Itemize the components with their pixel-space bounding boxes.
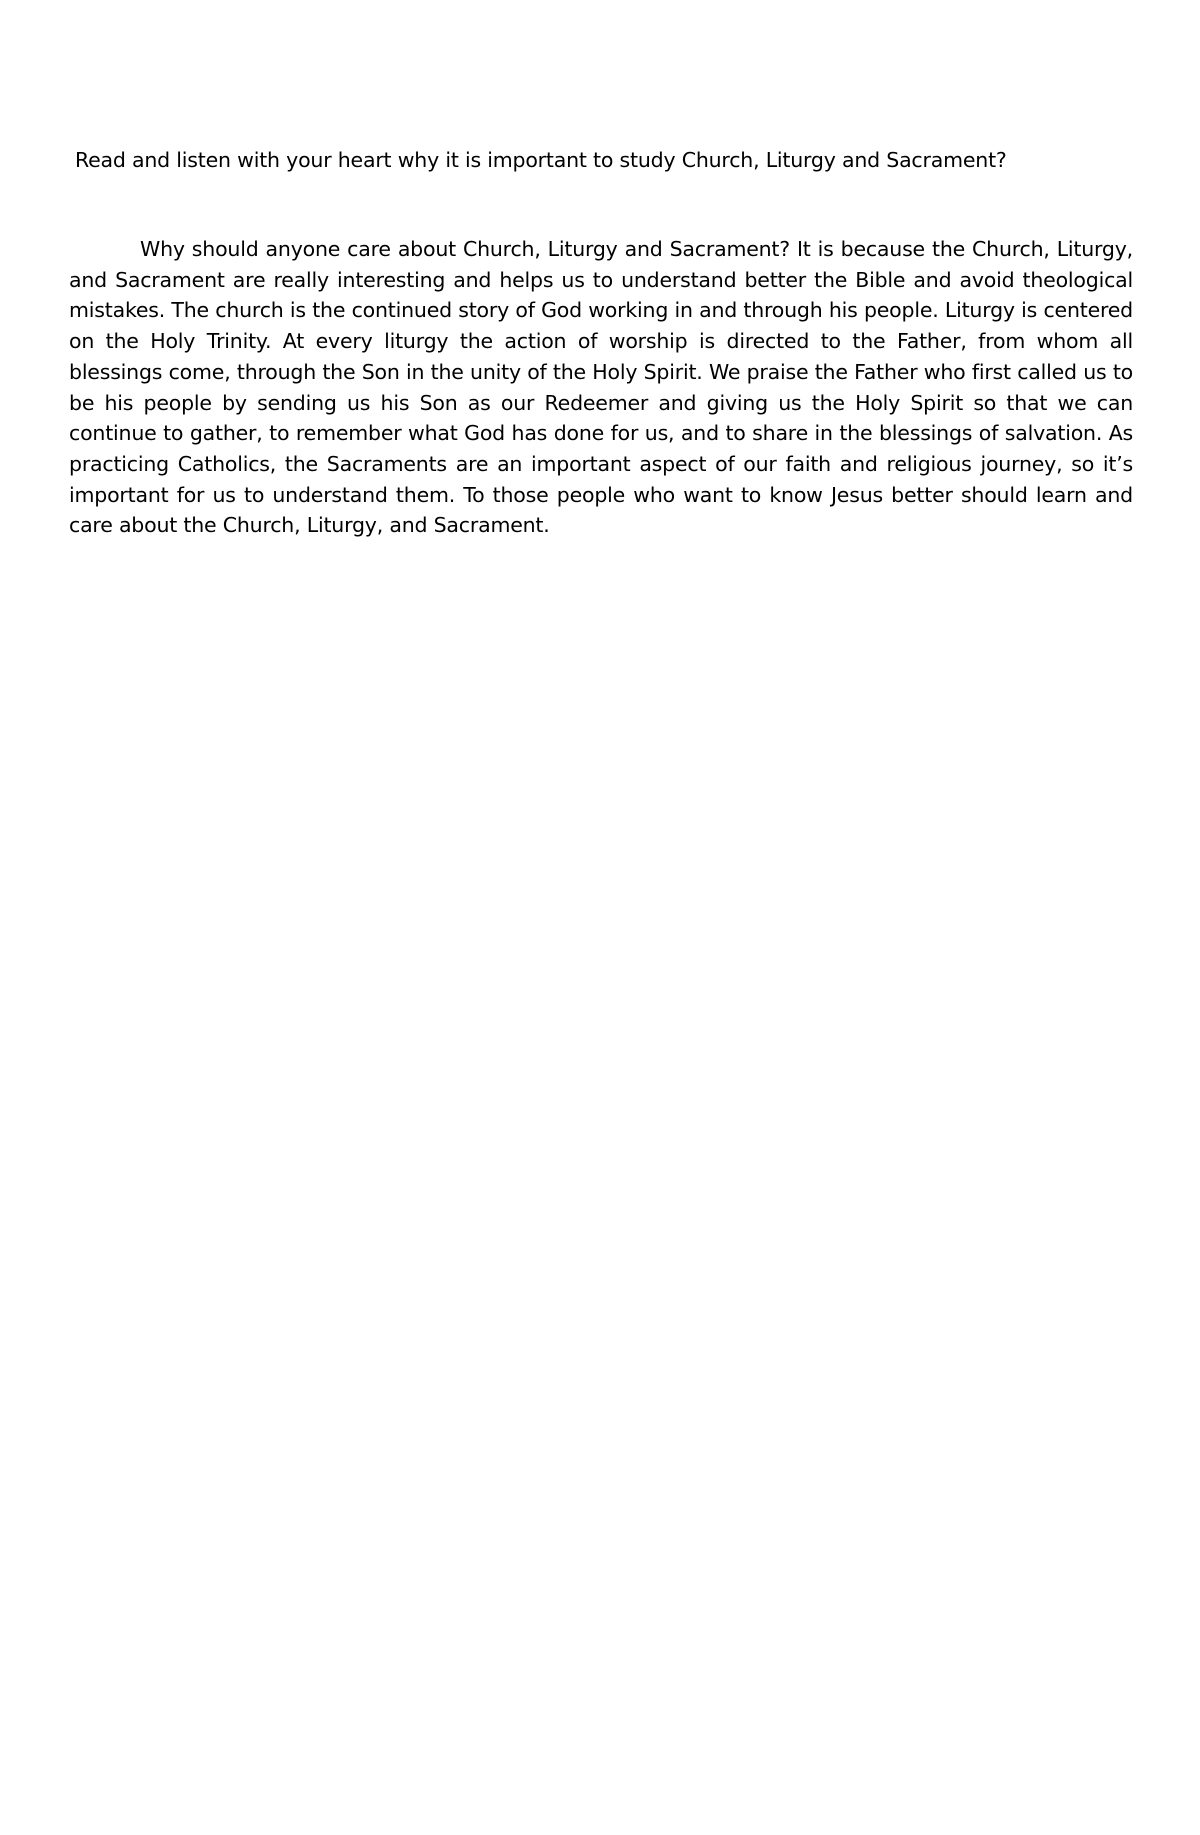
question-heading: Read and listen with your heart why it is important to study Church, Liturgy and Sacrament? xyxy=(75,148,1007,172)
body-paragraph: Why should anyone care about Church, Liturgy and Sacrament? It is because the Church, Liturgy, and Sacrament are really interesting and helps us to understand better the Bible and avoid theological mistakes. The church is the continued story of God working in and through his people. Liturgy is centered on the Holy Trinity. At every liturgy the action of worship is directed to the Father, from whom all blessings come, through the Son in the unity of the Holy Spirit. We praise the Father who first called us to be his people by sending us his Son as our Redeemer and giving us the Holy Spirit so that we can continue to gather, to remember what God has done for us, and to share in the blessings of salvation. As practicing Catholics, the Sacraments are an important aspect of our faith and religious journey, so it’s important for us to understand them. To those people who want to know Jesus better should learn and care about the Church, Liturgy, and Sacrament. xyxy=(69,237,1133,538)
